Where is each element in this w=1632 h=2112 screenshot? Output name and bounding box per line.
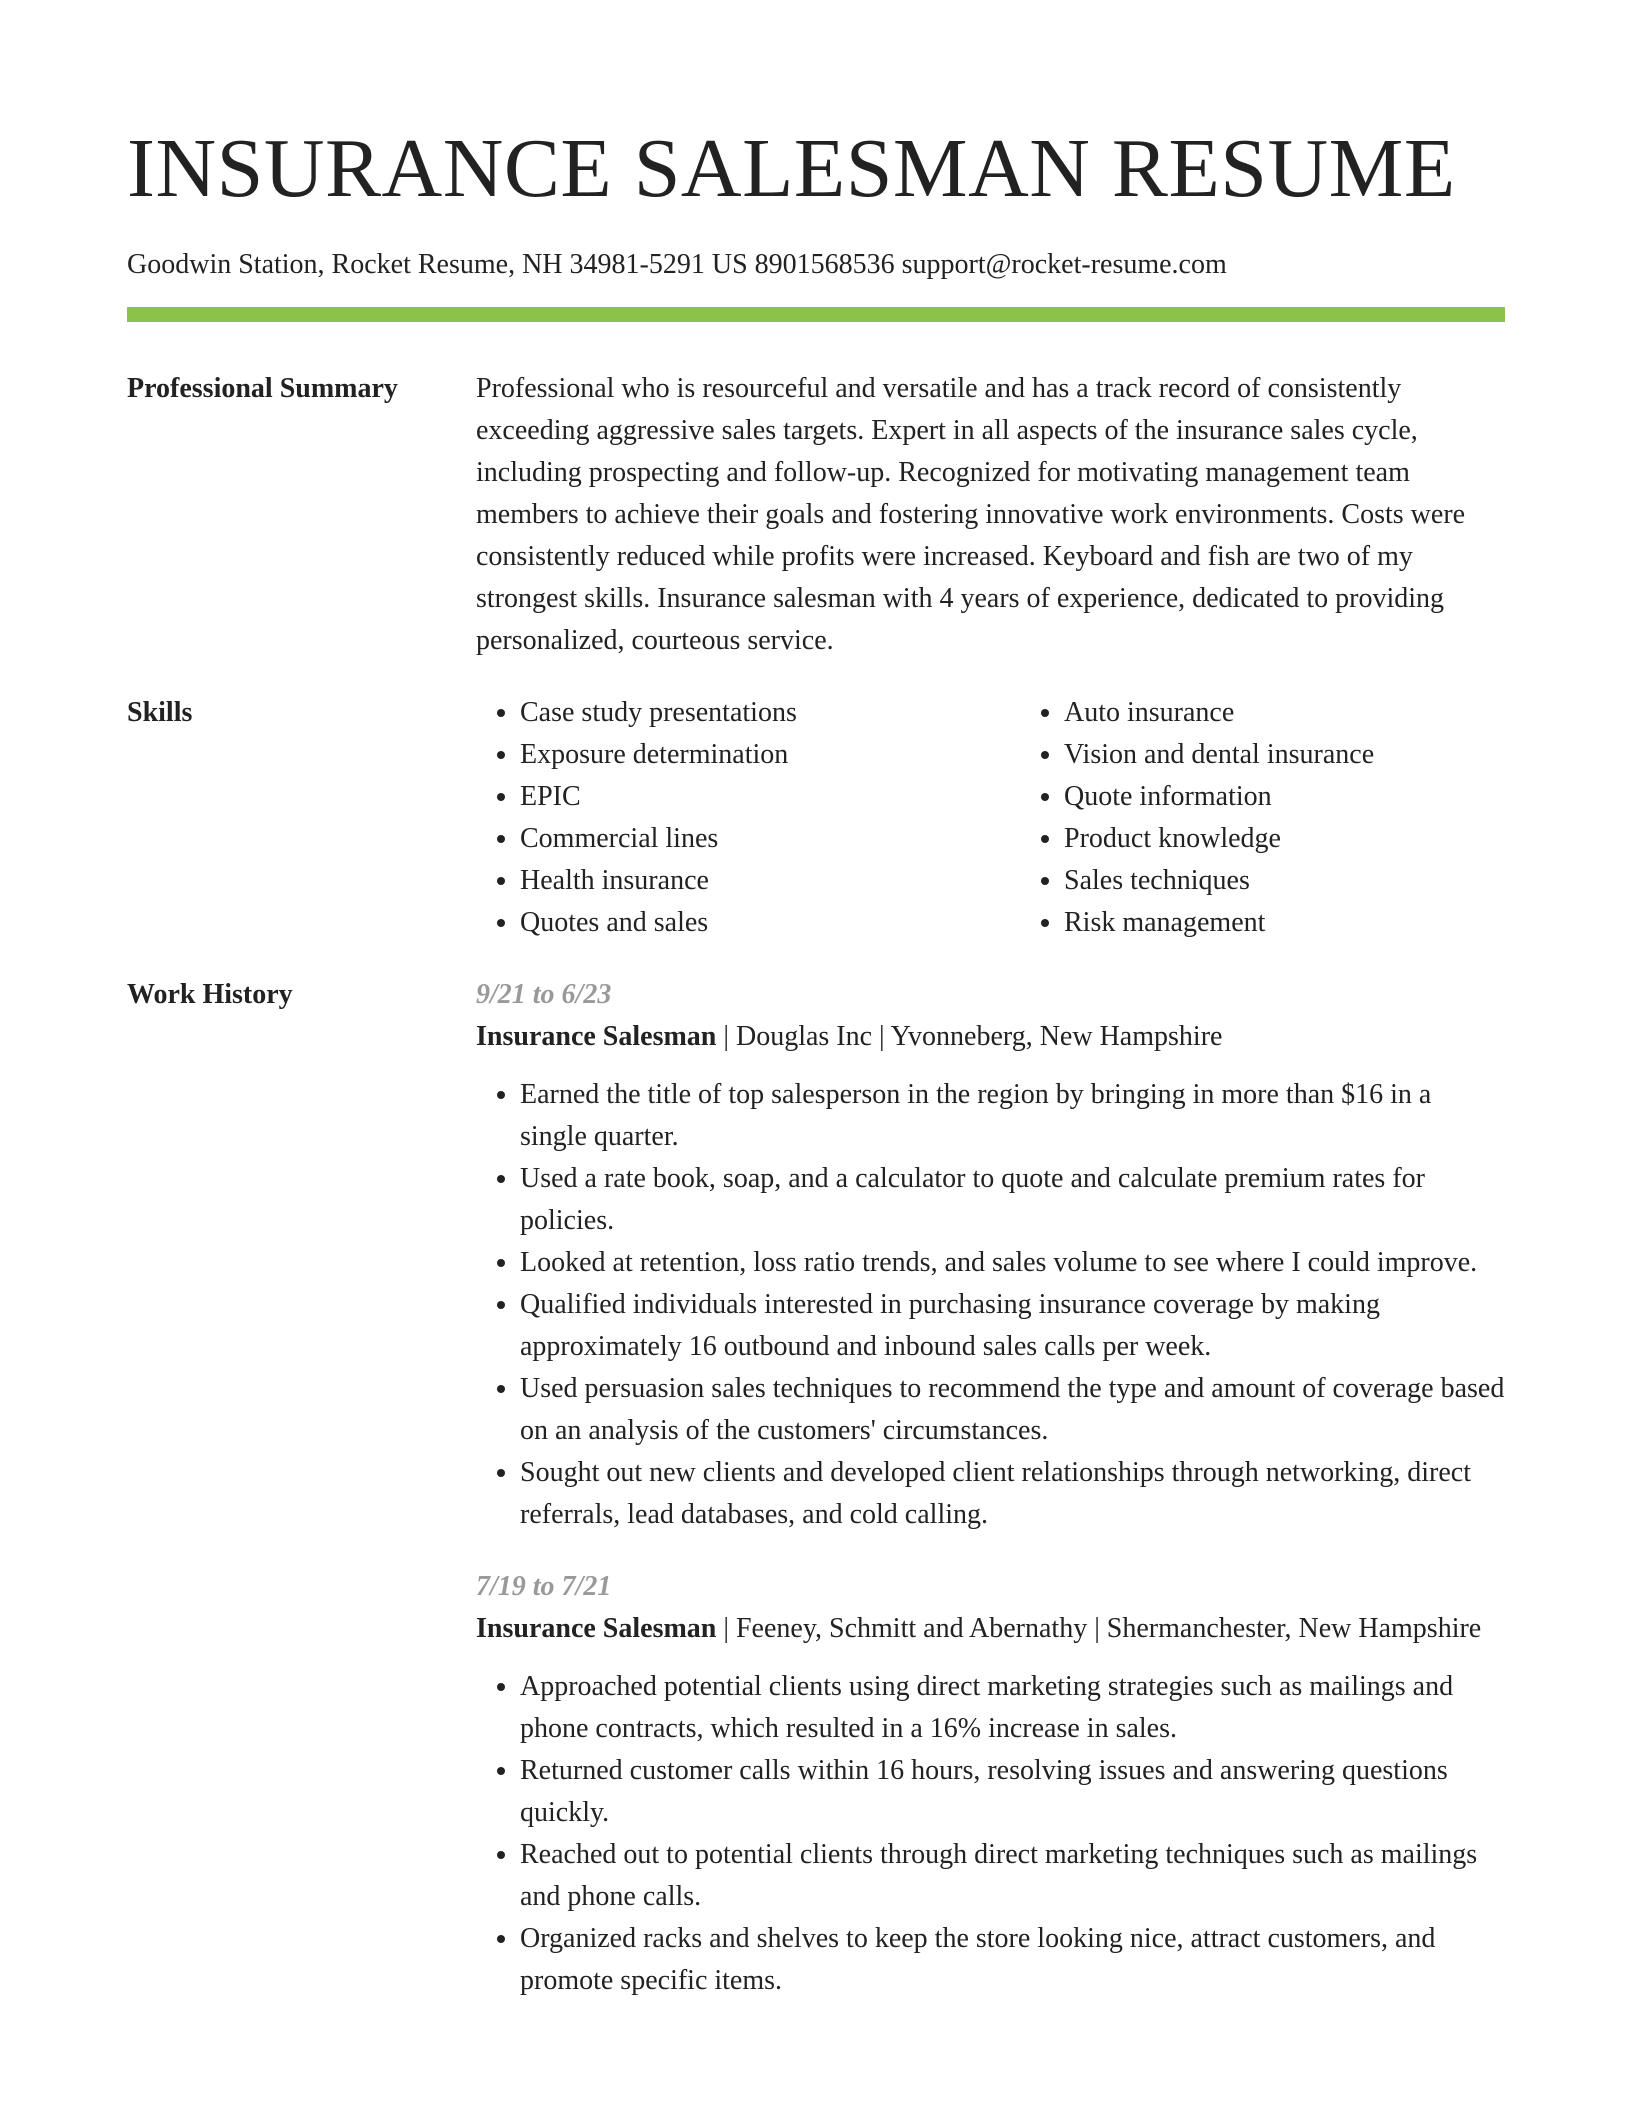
skill-item: • Risk management xyxy=(1064,902,1564,944)
job-bullets xyxy=(476,1666,1505,2002)
summary-text: Professional who is resourceful and versatile and has a track record of consistently exceeding aggressive sales targets. Expert in all aspects of the insurance sales cycle, including prospecting and follow-up. Recognized for motivating management team members to achieve their goals and fostering innovative work environments. Costs were consistently reduced while profits were increased. Keyboard and fish are two of my strongest skills. Insurance salesman with 4 years of experience, dedicated to providing personalized, courteous service. xyxy=(476,373,1466,656)
job-bullet: • Returned customer calls within 16 hours, resolving issues and answering questions quickly. xyxy=(520,1750,1505,1834)
resume-title: INSURANCE SALESMAN RESUME xyxy=(127,122,1456,215)
skill-item: • Quote information xyxy=(1064,776,1564,818)
skill-item: • Health insurance xyxy=(520,860,1020,902)
job-bullet: • Reached out to potential clients through direct marketing techniques such as mailings and phone calls. xyxy=(520,1834,1505,1918)
job-title: Insurance Salesman xyxy=(476,1021,717,1052)
skill-item: • Sales techniques xyxy=(1064,860,1564,902)
skill-item: • Vision and dental insurance xyxy=(1064,734,1564,776)
job-dates: 9/21 to 6/23 xyxy=(476,979,612,1010)
job-bullet: • Looked at retention, loss ratio trends, and sales volume to see where I could improve. xyxy=(520,1242,1505,1284)
job-bullet: • Sought out new clients and developed client relationships through networking, direct referrals, lead databases, and cold calling. xyxy=(520,1452,1505,1536)
job-bullet: • Used persuasion sales techniques to recommend the type and amount of coverage based on an analysis of the customers' circumstances. xyxy=(520,1368,1505,1452)
job-bullet: • Used a rate book, soap, and a calculator to quote and calculate premium rates for policies. xyxy=(520,1158,1505,1242)
skill-item: • EPIC xyxy=(520,776,1020,818)
contact-info: Goodwin Station, Rocket Resume, NH 34981-5291 US 8901568536 support@rocket-resume.com xyxy=(127,249,1227,280)
work-history-section xyxy=(127,974,1505,2032)
job-entry xyxy=(476,1566,1505,2002)
skill-item: • Product knowledge xyxy=(1064,818,1564,860)
summary-section xyxy=(127,368,1505,662)
job-heading xyxy=(476,1608,1505,1650)
section-title-work-history: Work History xyxy=(127,979,293,1010)
job-bullet: • Approached potential clients using direct marketing strategies such as mailings and phone contracts, which resulted in a 16% increase in sales. xyxy=(520,1666,1505,1750)
job-dates: 7/19 to 7/21 xyxy=(476,1571,612,1602)
job-entry xyxy=(476,974,1505,1536)
section-title-summary: Professional Summary xyxy=(127,373,398,404)
job-bullet: • Qualified individuals interested in purchasing insurance coverage by making approximately 16 outbound and inbound sales calls per week. xyxy=(520,1284,1505,1368)
skill-item: • Commercial lines xyxy=(520,818,1020,860)
skill-item: • Case study presentations xyxy=(520,692,1020,734)
job-title: Insurance Salesman xyxy=(476,1613,717,1644)
job-bullets xyxy=(476,1074,1505,1536)
job-details: | Feeney, Schmitt and Abernathy | Shermanchester, New Hampshire xyxy=(716,1613,1482,1644)
skill-item: • Auto insurance xyxy=(1064,692,1564,734)
header-divider xyxy=(127,307,1505,322)
skill-item: • Exposure determination xyxy=(520,734,1020,776)
job-bullet: • Earned the title of top salesperson in the region by bringing in more than $16 in a single quarter. xyxy=(520,1074,1505,1158)
skills-list-left xyxy=(476,692,1020,944)
job-heading xyxy=(476,1016,1505,1058)
job-details: | Douglas Inc | Yvonneberg, New Hampshire xyxy=(716,1021,1223,1052)
job-bullet: • Organized racks and shelves to keep the store looking nice, attract customers, and promote specific items. xyxy=(520,1918,1505,2002)
skills-list-right xyxy=(1020,692,1564,944)
skills-section xyxy=(127,692,1505,944)
section-title-skills: Skills xyxy=(127,697,193,728)
skill-item: • Quotes and sales xyxy=(520,902,1020,944)
